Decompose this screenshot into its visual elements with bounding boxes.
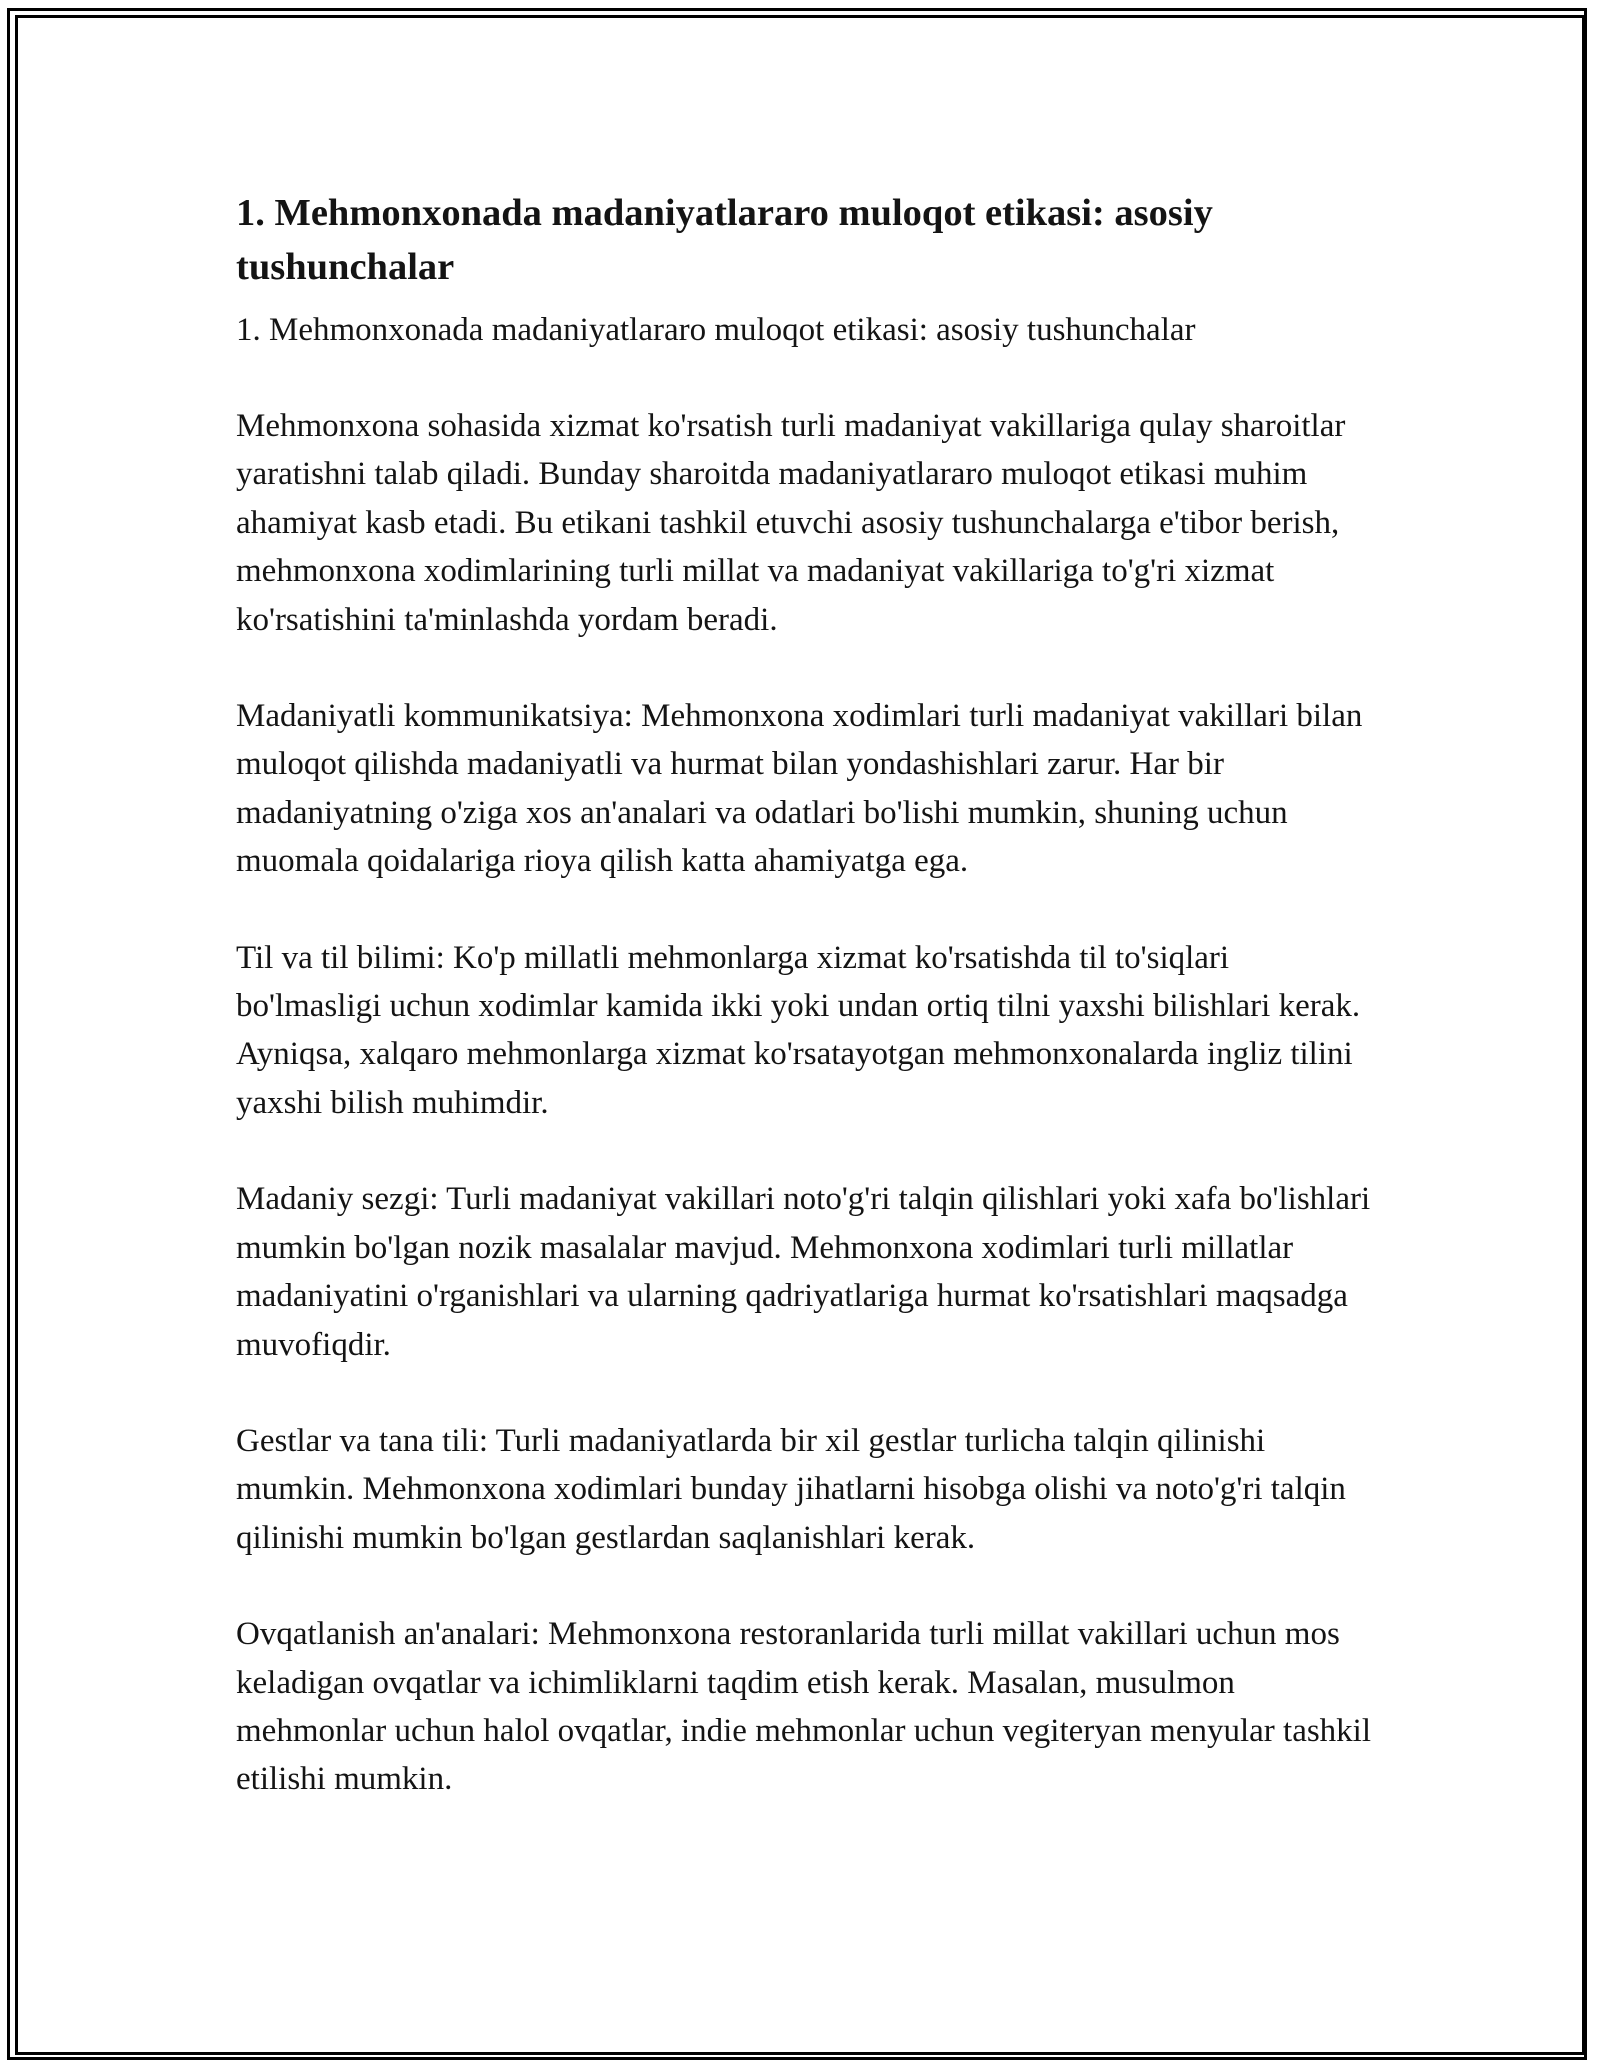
section-heading-text: 1. Mehmonxonada madaniyatlararo muloqot etikasi: asosiy tushunchalar (236, 312, 1196, 348)
paragraph-cultural-sensitivity: Madaniy sezgi: Turli madaniyat vakillari noto'g'ri talqin qilishlari yoki xafa bo'lishlari mumkin bo'lgan nozik masalalar mavjud. Mehmonxona xodimlari turli millatlar madaniyatini o'rganishlari va ularning qadriyatlariga hurmat ko'rsatishlari maqsadga muvofiqdir. (236, 1181, 1371, 1363)
paragraph-language-knowledge: Til va til bilimi: Ko'p millatli mehmonlarga xizmat ko'rsatishda til to'siqlari bo'lmasligi uchun xodimlar kamida ikki yoki undan ortiq tilni yaxshi bilishlari kerak. Ayniqsa, xalqaro mehmonlarga xizmat ko'rsatayotgan mehmonxonalarda ingliz tilini yaxshi bilish muhimdir. (236, 939, 1361, 1121)
paragraph-intro: Mehmonxona sohasida xizmat ko'rsatish turli madaniyat vakillariga qulay sharoitlar yaratishni talab qiladi. Bunday sharoitda madaniyatlararo muloqot etikasi muhim ahamiyat kasb etadi. Bu etikani tashkil etuvchi asosiy tushunchalarga e'tibor berish, mehmonxona xodimlarining turli millat va madaniyat vakillariga to'g'ri xizmat ko'rsatishini ta'minlashda yordam beradi. (236, 408, 1346, 638)
paragraph-food-traditions: Ovqatlanish an'analari: Mehmonxona restoranlarida turli millat vakillari uchun mos keladigan ovqatlar va ichimliklarni taqdim etish kerak. Masalan, musulmon mehmonlar uchun halol ovqatlar, indie mehmonlar uchun vegiteryan menyular tashkil etilishi mumkin. (236, 1616, 1372, 1798)
paragraph-cultural-communication: Madaniyatli kommunikatsiya: Mehmonxona xodimlari turli madaniyat vakillari bilan muloqot qilishda madaniyatli va hurmat bilan yondashishlari zarur. Har bir madaniyatning o'ziga xos an'analari va odatlari bo'lishi mumkin, shuning uchun muomala qoidalariga rioya qilish katta ahamiyatga ega. (236, 698, 1363, 880)
document-title: 1. Mehmonxonada madaniyatlararo muloqot etikasi: asosiy tushunchalar (236, 192, 1213, 288)
paragraph-gestures-body-language: Gestlar va tana tili: Turli madaniyatlarda bir xil gestlar turlicha talqin qilinishi mumkin. Mehmonxona xodimlari bunday jihatlarni hisobga olishi va noto'g'ri talqin qilinishi mumkin bo'lgan gestlardan saqlanishlari kerak. (236, 1422, 1346, 1556)
document-body (236, 186, 1376, 1804)
